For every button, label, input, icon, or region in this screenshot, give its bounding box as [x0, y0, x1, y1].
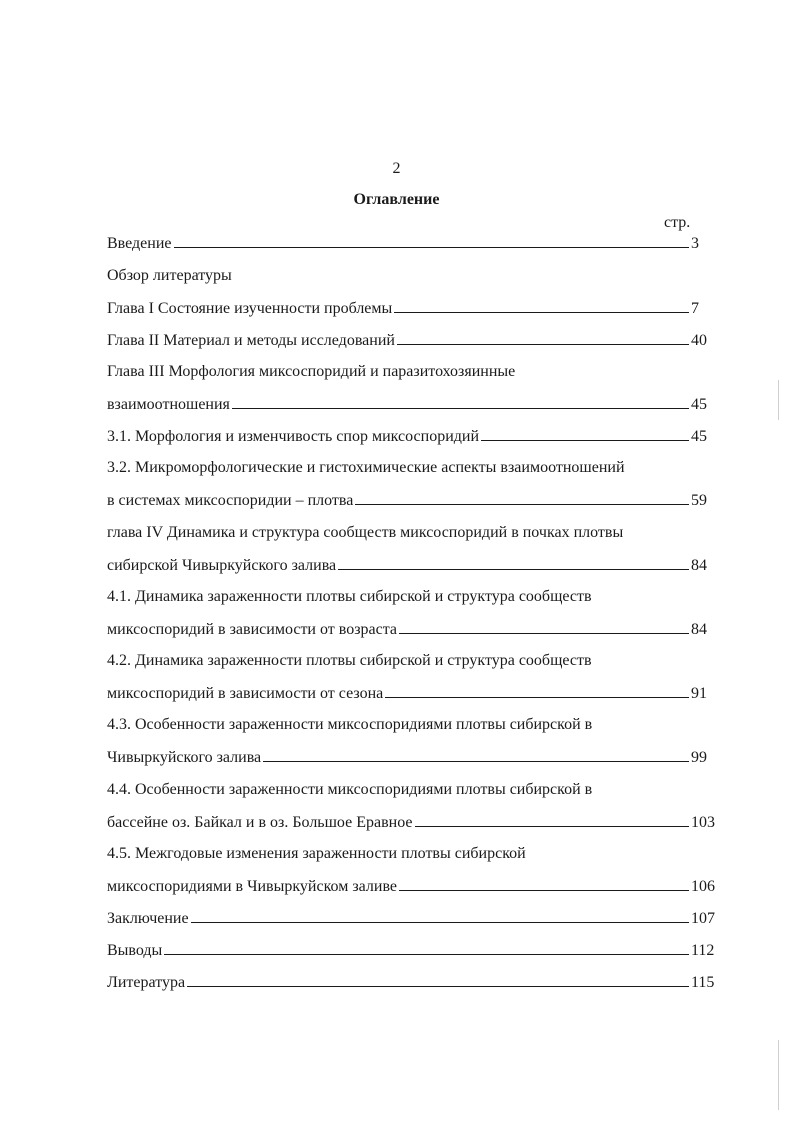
- toc-entry-3-2-line1: 3.2. Микроморфологические и гистохимические аспекты взаимоотношений: [107, 459, 625, 476]
- toc-entry-4-2-line2: миксоспоридий в зависимости от сезона 91: [107, 685, 707, 702]
- toc-entry-4-3-line1: 4.3. Особенности зараженности миксоспоридиями плотвы сибирской в: [107, 716, 593, 733]
- toc-entry-4-5-line2: миксоспоридиями в Чивыркуйском заливе 106: [107, 878, 715, 895]
- toc-entry-4-4-line2: бассейне оз. Байкал и в оз. Большое Еравное 103: [107, 814, 715, 831]
- toc-entry-ch1: Глава I Состояние изученности проблемы 7: [107, 300, 699, 317]
- page-column-label: стр.: [664, 214, 691, 231]
- toc-entry-4-2-line1: 4.2. Динамика зараженности плотвы сибирской и структура сообществ: [107, 652, 592, 669]
- toc-entry-findings: Выводы 112: [107, 942, 715, 959]
- toc-entry-4-5-line1: 4.5. Межгодовые изменения зараженности плотвы сибирской: [107, 845, 526, 862]
- toc-entry-3-1: 3.1. Морфология и изменчивость спор миксоспоридий 45: [107, 428, 707, 445]
- toc-entry-review: Обзор литературы: [107, 267, 232, 284]
- toc-entry-intro: Введение 3: [107, 235, 699, 252]
- toc-entry-ch4-line2: сибирской Чивыркуйского залива 84: [107, 557, 707, 574]
- toc-entry-references: Литература 115: [107, 974, 715, 991]
- toc-entry-4-1-line1: 4.1. Динамика зараженности плотвы сибирской и структура сообществ: [107, 588, 592, 605]
- page-number: 2: [392, 160, 401, 177]
- toc-entry-4-1-line2: миксоспоридий в зависимости от возраста 84: [107, 621, 707, 638]
- toc-entry-conclusion: Заключение 107: [107, 910, 715, 927]
- toc-entry-ch3-line2: взаимоотношения 45: [107, 396, 707, 413]
- scan-edge-mark: [778, 380, 779, 420]
- toc-entry-3-2-line2: в системах миксоспоридии – плотва 59: [107, 492, 707, 509]
- page-title: Оглавление: [353, 191, 440, 208]
- toc-entry-4-4-line1: 4.4. Особенности зараженности миксоспоридиями плотвы сибирской в: [107, 781, 593, 798]
- toc-entry-4-3-line2: Чивыркуйского залива 99: [107, 749, 707, 766]
- toc-entry-ch3-line1: Глава III Морфология миксоспоридий и паразитохозяинные: [107, 363, 516, 380]
- toc-entry-ch2: Глава II Материал и методы исследований 40: [107, 332, 707, 349]
- scan-edge-mark: [778, 1040, 779, 1110]
- toc-entry-ch4-line1: глава IV Динамика и структура сообществ миксоспоридий в почках плотвы: [107, 524, 624, 541]
